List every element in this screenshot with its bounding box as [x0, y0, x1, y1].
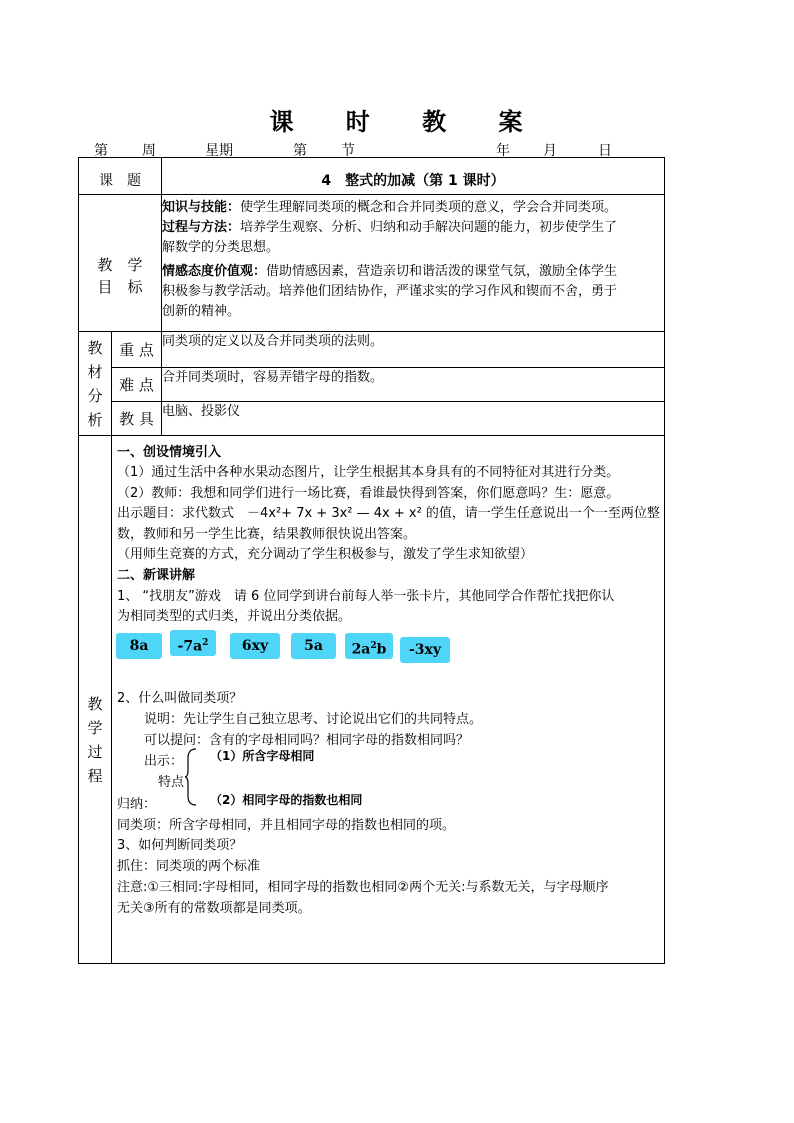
goal-head: 情感态度价值观：: [162, 264, 267, 279]
process-label-char: 程: [87, 766, 103, 785]
process-line: 同类项：所含字母相同，并且相同字母的指数也相同的项。: [117, 818, 456, 833]
goal-head: 过程与方法：: [162, 220, 241, 235]
goals-content: [162, 195, 665, 332]
dateline-week-prefix: 第: [94, 143, 108, 159]
goal-text: 创新的精神。: [162, 304, 241, 319]
dateline-month: 月: [543, 143, 557, 159]
term-card-text: b: [376, 641, 387, 658]
analysis-row-key: [79, 332, 665, 368]
page-title: 课 时 教 案: [269, 108, 545, 136]
analysis-row-difficulty: [79, 368, 665, 402]
process-label-char: 学: [87, 718, 103, 737]
term-card: [291, 633, 336, 659]
term-card-text: -3xy: [408, 642, 442, 658]
brace-item: （2）相同字母的指数也相同: [210, 793, 363, 807]
term-card: [345, 633, 393, 659]
process-body: [112, 437, 662, 965]
topic-label: 课 题: [79, 158, 162, 195]
term-card-text: 8a: [129, 638, 149, 654]
process-line: （1）通过生活中各种水果动态图片，让学生根据其本身具有的不同特征对其进行分类。: [117, 465, 620, 480]
analysis-label-char: 析: [87, 410, 103, 429]
goal-text: 解数学的分类思想。: [162, 240, 280, 255]
dateline-weekday: 星期: [205, 143, 233, 159]
term-card-text: -7a: [177, 638, 203, 655]
process-line: 抓住：同类项的两个标准: [117, 859, 261, 874]
process-line: 无关③所有的常数项都是同类项。: [117, 901, 311, 916]
goal-text: 借助情感因素，营造亲切和谐活泼的课堂气氛，激励全体学生: [266, 264, 618, 279]
process-line: 出示：: [144, 754, 184, 769]
term-card: [400, 637, 450, 663]
process-line: 2、什么叫做同类项？: [117, 691, 243, 706]
analysis-label-char: 教: [87, 338, 103, 357]
dateline-period-prefix: 第: [293, 143, 307, 159]
term-card: [116, 633, 162, 659]
goals-label: [79, 195, 162, 332]
goals-label-top: 教 学: [97, 256, 143, 274]
dateline-year: 年: [496, 143, 510, 159]
process-line: 1、 “找朋友”游戏 请 6 位同学到讲台前每人举一张卡片，其他同学合作帮忙找把你认: [117, 589, 615, 604]
term-card-exponent: 2: [370, 641, 377, 651]
section-heading-1: 一、创设情境引入: [117, 445, 222, 460]
dateline-day: 日: [598, 143, 612, 159]
process-line: 为相同类型的式归类，并说出分类依据。: [117, 609, 352, 624]
analysis-label-char: 分: [87, 386, 103, 405]
dateline-period: 节: [341, 143, 355, 159]
analysis-difficulty-value: 合并同类项时，容易弄错字母的指数。: [162, 368, 665, 402]
goal-text: 积极参与教学活动。培养他们团结协作，严谨求实的学习作风和锲而不舍，勇于: [162, 284, 618, 299]
analysis-key-label: 重 点: [112, 332, 162, 368]
dateline-week: 周: [142, 143, 156, 159]
process-line: 特点: [158, 775, 185, 790]
goal-text: 培养学生观察、分析、归纳和动手解决问题的能力，初步使学生了: [240, 220, 618, 235]
goal-head: 知识与技能：: [162, 200, 241, 215]
process-line: （用师生竞赛的方式，充分调动了学生积极参与，激发了学生求知欲望）: [117, 547, 534, 562]
analysis-tools-label: 教 具: [112, 402, 162, 436]
goals-label-bottom: 目 标: [97, 278, 143, 296]
process-label: [79, 436, 112, 964]
brace-icon: [184, 748, 198, 806]
goals-row: [79, 195, 665, 332]
analysis-tools-value: 电脑、投影仪: [162, 402, 665, 436]
term-card-text: 5a: [304, 638, 323, 654]
section-heading-2: 二、新课讲解: [117, 568, 196, 583]
process-line: 可以提问：含有的字母相同吗？相同字母的指数相同吗？: [144, 733, 470, 748]
analysis-difficulty-label: 难 点: [112, 368, 162, 402]
process-line: （2）教师：我想和同学们进行一场比赛，看谁最快得到答案，你们愿意吗？生：愿意。: [117, 486, 620, 501]
analysis-row-tools: [79, 402, 665, 436]
analysis-key-value: 同类项的定义以及合并同类项的法则。: [162, 332, 665, 368]
process-line: 出示题目：求代数式 －4x²+ 7x + 3x² — 4x + x² 的值，请一学生任意说出一个一至两位整: [117, 506, 660, 521]
process-label-char: 过: [87, 742, 103, 761]
process-line: 注意:①三相同:字母相同，相同字母的指数也相同②两个无关:与系数无关，与字母顺序: [117, 880, 609, 895]
term-card-text: 6xy: [241, 638, 269, 654]
process-line: 3、如何判断同类项？: [117, 838, 243, 853]
topic-value: 4 整式的加减（第 1 课时）: [162, 158, 665, 195]
process-line: 归纳：: [117, 797, 157, 812]
brace-item: （1）所含字母相同: [210, 749, 315, 763]
analysis-label-char: 材: [87, 362, 103, 381]
process-label-char: 教: [87, 694, 103, 713]
process-line: 数，教师和另一学生比赛，结果教师很快说出答案。: [117, 527, 417, 542]
term-card: [170, 630, 216, 656]
term-card: [230, 633, 280, 659]
topic-row: [79, 158, 665, 195]
process-line: 说明：先让学生自己独立思考、讨论说出它们的共同特点。: [144, 712, 483, 727]
analysis-label: [79, 332, 112, 436]
goal-text: 使学生理解同类项的概念和合并同类项的意义，学会合并同类项。: [240, 200, 618, 215]
term-card-exponent: 2: [202, 638, 209, 648]
term-card-text: 2a: [351, 641, 371, 658]
